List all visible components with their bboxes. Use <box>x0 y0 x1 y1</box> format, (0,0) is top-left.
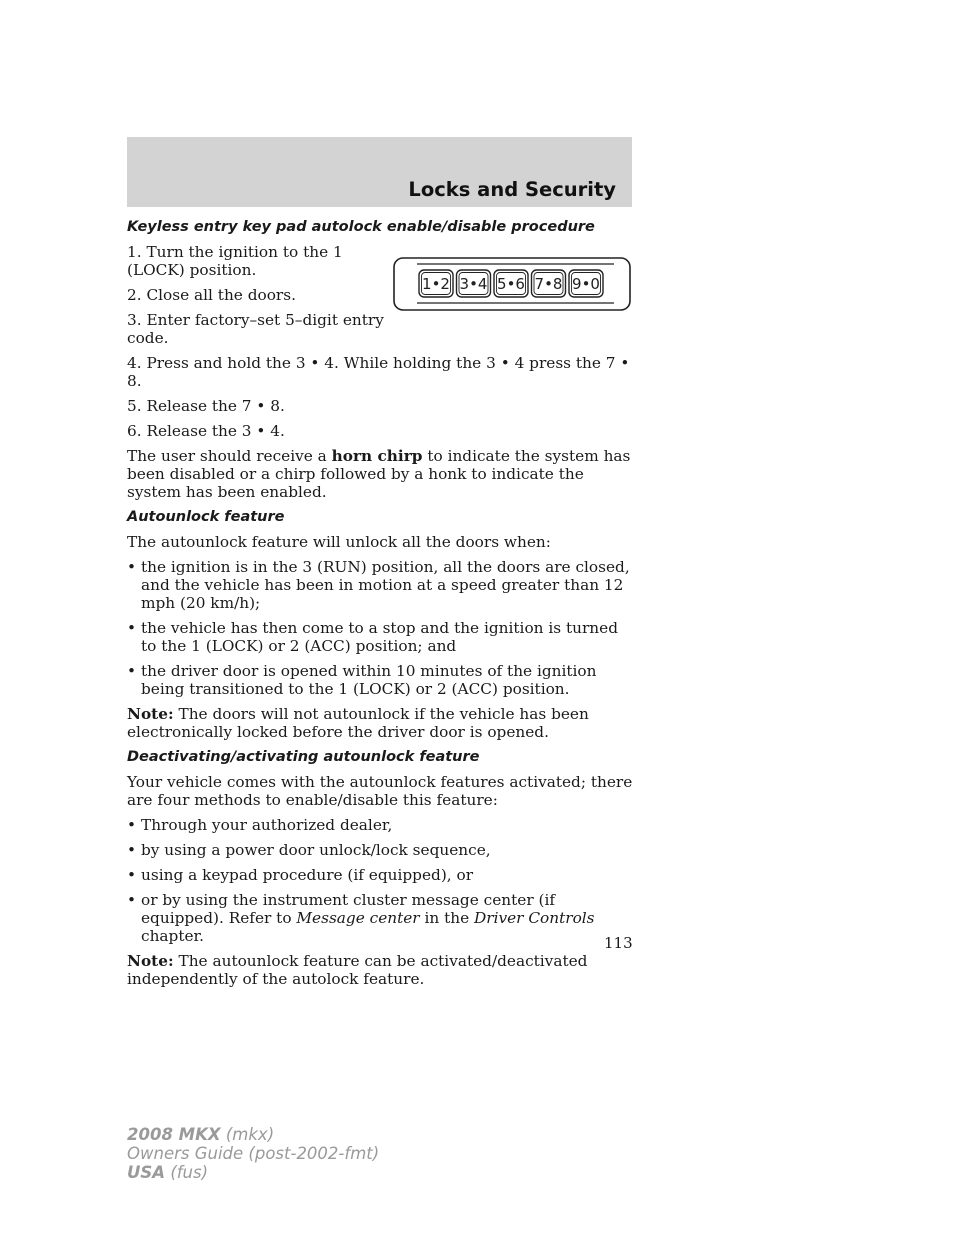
footer <box>127 1125 379 1182</box>
footer-line-2: Owners Guide (post-2002-fmt) <box>127 1144 380 1163</box>
step-1: 1. Turn the ignition to the 1 (LOCK) position. <box>127 243 343 279</box>
bullet-icon: • <box>127 662 137 680</box>
bullet-icon: • <box>127 619 137 637</box>
bullet-icon: • <box>127 866 137 884</box>
horn-chirp-paragraph: The user should receive a horn chirp to indicate the system has been disabled or a chirp followed by a honk to indicate the system has been enabled. <box>127 447 631 501</box>
horn-chirp-term: horn chirp <box>331 447 423 465</box>
deactivating-intro: Your vehicle comes with the autounlock features activated; there are four methods to enable/disable this feature: <box>127 773 633 809</box>
list-item: • using a keypad procedure (if equipped), or <box>127 866 474 884</box>
heading-autounlock: Autounlock feature <box>127 509 285 525</box>
heading-autolock: Keyless entry key pad autolock enable/disable procedure <box>127 219 595 235</box>
step-2: 2. Close all the doors. <box>127 286 296 304</box>
list-item: • the driver door is opened within 10 minutes of the ignition being transitioned to the 1 (LOCK) or 2 (ACC) position. <box>127 662 597 698</box>
page-content <box>127 218 634 995</box>
footer-line-3: USA (fus) <box>127 1163 209 1182</box>
list-item: • Through your authorized dealer, <box>127 816 393 834</box>
step-3: 3. Enter factory–set 5–digit entry code. <box>127 311 384 347</box>
header-band <box>127 137 632 207</box>
bullet-icon: • <box>127 558 137 576</box>
keypad-key-label: 3•4 <box>459 275 488 293</box>
step-5: 5. Release the 7 • 8. <box>127 397 285 415</box>
deactivating-note: Note: The autounlock feature can be activated/deactivated independently of the autolock feature. <box>127 952 588 988</box>
xref-driver-controls: Driver Controls <box>474 909 595 927</box>
list-item: • by using a power door unlock/lock sequence, <box>127 841 491 859</box>
autounlock-note: Note: The doors will not autounlock if the vehicle has been electronically locked before the driver door is opened. <box>127 705 589 741</box>
section-title: Locks and Security <box>408 178 616 201</box>
list-item: • or by using the instrument cluster message center (if equipped). Refer to Message center in the Driver Controls chapter. <box>127 891 595 945</box>
step-4: 4. Press and hold the 3 • 4. While holding the 3 • 4 press the 7 • 8. <box>127 354 630 390</box>
keypad-key-label: 7•8 <box>534 275 563 293</box>
heading-deactivating: Deactivating/activating autounlock feature <box>127 749 480 765</box>
keypad-key-label: 9•0 <box>572 275 600 293</box>
keypad-key-label: 5•6 <box>497 275 525 293</box>
list-item: • the vehicle has then come to a stop and the ignition is turned to the 1 (LOCK) or 2 (ACC) position; and <box>127 619 618 655</box>
xref-message-center: Message center <box>296 909 420 927</box>
page-number: 113 <box>604 934 633 952</box>
footer-line-1: 2008 MKX (mkx) <box>127 1125 275 1144</box>
bullet-icon: • <box>127 816 137 834</box>
autounlock-intro: The autounlock feature will unlock all the doors when: <box>127 533 551 551</box>
list-item: • the ignition is in the 3 (RUN) position, all the doors are closed, and the vehicle has been in motion at a speed greater than 12 mph (20 km/h); <box>127 558 630 612</box>
keypad-key-label: 1•2 <box>422 275 450 293</box>
step-6: 6. Release the 3 • 4. <box>127 422 285 440</box>
bullet-icon: • <box>127 841 137 859</box>
bullet-icon: • <box>127 891 137 909</box>
